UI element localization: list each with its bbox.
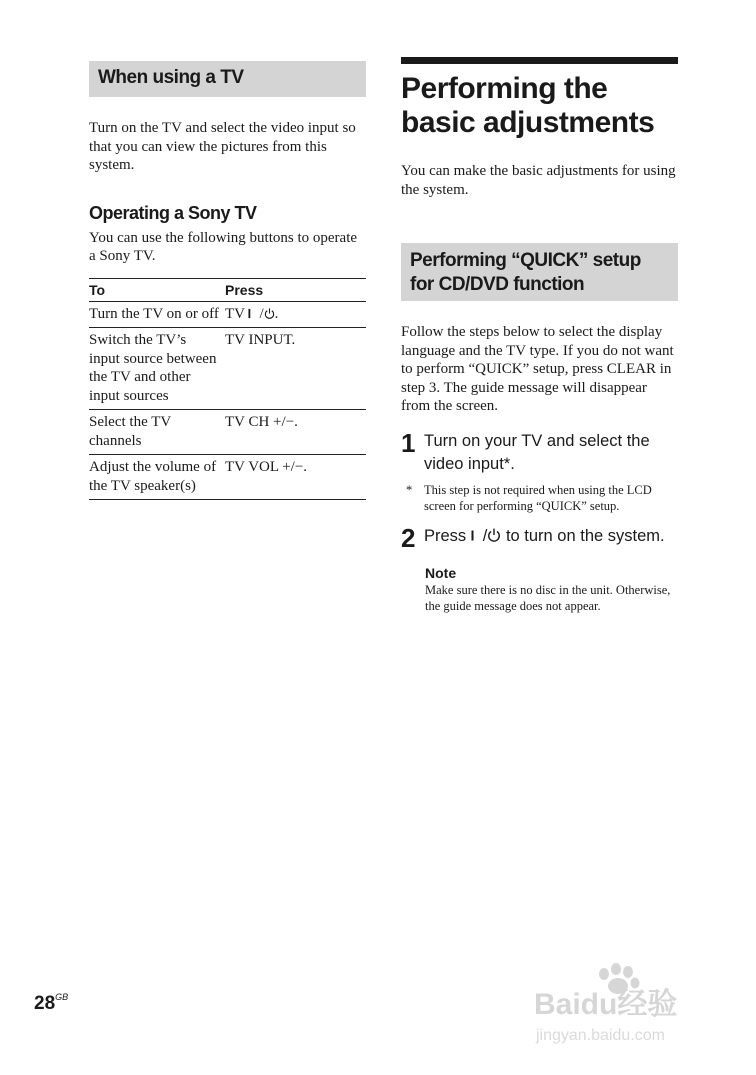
right-column (401, 57, 678, 615)
table-cell-press: TV CH +/−. (225, 410, 366, 455)
step-2 (401, 522, 678, 553)
press-prefix: TV (225, 305, 249, 322)
table-row (89, 455, 366, 500)
watermark-url: jingyan.baidu.com (536, 1027, 665, 1044)
operating-sony-tv-heading: Operating a Sony TV (89, 202, 257, 223)
table-cell-to: Switch the TV’s input source between the TV and other input sources (89, 328, 225, 410)
quick-setup-heading: Performing “QUICK” setup for CD/DVD function (401, 243, 678, 301)
step-number: 1 (401, 427, 415, 458)
page-number-value: 28 (34, 993, 56, 1014)
page-number-suffix: GB (55, 992, 69, 1002)
step2-prefix: Press (424, 526, 471, 545)
when-using-tv-heading: When using a TV (89, 61, 366, 97)
power-icon: / (471, 527, 502, 545)
step2-suffix: to turn on the system. (501, 526, 665, 545)
sony-tv-buttons-table (89, 278, 366, 501)
table-header-to: To (89, 278, 225, 301)
watermark-brand: Baidu经验 (534, 988, 678, 1021)
baidu-watermark (530, 960, 720, 1050)
footnote-mark: * (406, 482, 413, 497)
step-number: 2 (401, 522, 415, 553)
table-row (89, 410, 366, 455)
press-suffix: . (274, 305, 279, 322)
quick-setup-text: Follow the steps below to select the display language and the TV type. If you do not want to perform “QUICK” setup, press CLEAR in step 3. The guide message will disappear from the screen. (401, 324, 674, 414)
baidu-paw-icon (530, 960, 720, 1050)
note-text: Make sure there is no disc in the unit. Otherwise, the guide message does not appear. (425, 582, 671, 613)
left-column (89, 61, 366, 500)
table-cell-press: TV INPUT. (225, 328, 366, 410)
page-number (34, 992, 68, 1015)
note-label: Note (425, 564, 457, 581)
main-title: Performing the basic adjustments (401, 72, 655, 139)
power-icon: / (248, 306, 274, 322)
step-text: Turn on your TV and select the video input*. (424, 431, 650, 473)
table-cell-to: Adjust the volume of the TV speaker(s) (89, 455, 225, 500)
main-intro-text: You can make the basic adjustments for using the system. (401, 163, 676, 198)
when-using-tv-text: Turn on the TV and select the video input so that you can view the pictures from this system. (89, 120, 356, 173)
table-header-press: Press (225, 278, 366, 301)
table-row (89, 328, 366, 410)
footnote-text: This step is not required when using the LCD screen for performing “QUICK” setup. (424, 482, 652, 513)
step-1 (401, 427, 678, 476)
step-text (424, 525, 676, 551)
table-cell-to: Select the TV channels (89, 410, 225, 455)
table-row (89, 301, 366, 328)
table-cell-press: TV VOL +/−. (225, 455, 366, 500)
operating-sony-tv-text: You can use the following buttons to operate a Sony TV. (89, 229, 358, 264)
table-cell-press (225, 301, 366, 328)
table-cell-to: Turn the TV on or off (89, 301, 225, 328)
footnote (406, 482, 678, 515)
table-header-row (89, 278, 366, 301)
section-top-rule (401, 57, 678, 64)
